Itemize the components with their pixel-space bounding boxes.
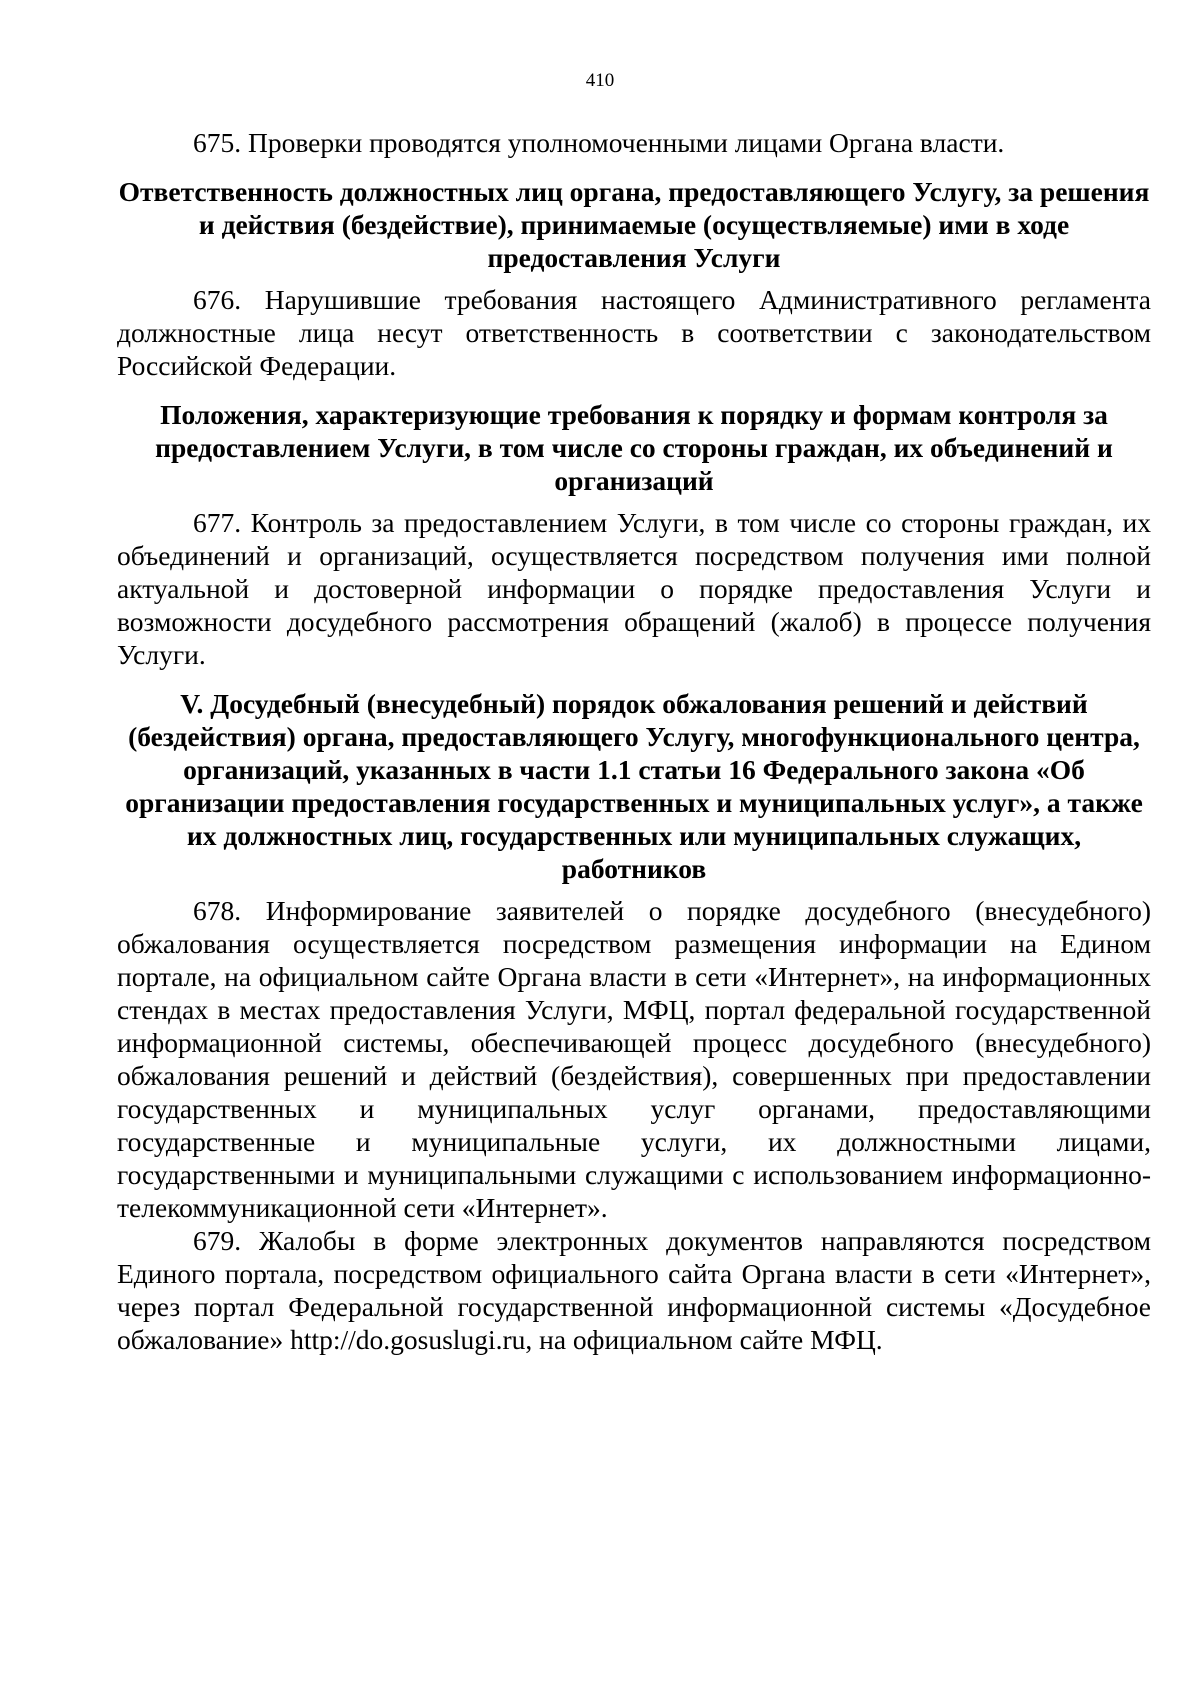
document-body	[117, 126, 1151, 1356]
paragraph-678: 678. Информирование заявителей о порядке досудебного (внесудебного) обжалования осуществляется посредством размещения информации на Едином портале, на официальном сайте Органа власти в сети «Интернет», на информационных стендах в местах предоставления Услуги, МФЦ, портал федеральной государственной информационной системы, обеспечивающей процесс досудебного (внесудебного) обжалования решений и действий (бездействия), совершенных при предоставлении государственных и муниципальных услуг органами, предоставляющими государственные и муниципальные услуги, их должностными лицами, государственными и муниципальными служащими с использованием информационно-телекоммуникационной сети «Интернет».	[117, 895, 1151, 1223]
chapter-heading-v-appeal-procedure: V. Досудебный (внесудебный) порядок обжалования решений и действий (бездействия) органа, предоставляющего Услугу, многофункционального центра, организаций, указанных в части 1.1 статьи 16 Федерального закона «Об организации предоставления государственных и муниципальных услуг», а также их должностных лиц, государственных или муниципальных служащих, работников	[125, 688, 1143, 884]
paragraph-677: 677. Контроль за предоставлением Услуги, в том числе со стороны граждан, их объединений и организаций, осуществляется посредством получения ими полной актуальной и достоверной информации о порядке предоставления Услуги и возможности досудебного рассмотрения обращений (жалоб) в процессе получения Услуги.	[117, 507, 1151, 670]
section-heading-responsibility: Ответственность должностных лиц органа, предоставляющего Услугу, за решения и действия (бездействие), принимаемые (осуществляемые) ими в ходе предоставления Услуги	[118, 176, 1150, 273]
page-number: 410	[585, 70, 615, 91]
section-heading-control-provisions: Положения, характеризующие требования к порядку и формам контроля за предоставлением Услуги, в том числе со стороны граждан, их объединений и организаций	[155, 399, 1113, 496]
paragraph-675: 675. Проверки проводятся уполномоченными лицами Органа власти.	[193, 127, 1005, 158]
paragraph-676: 676. Нарушившие требования настоящего Административного регламента должностные лица несут ответственность в соответствии с законодательством Российской Федерации.	[117, 284, 1151, 381]
paragraph-679: 679. Жалобы в форме электронных документов направляются посредством Единого портала, посредством официального сайта Органа власти в сети «Интернет», через портал Федеральной государственной информационной системы «Досудебное обжалование» http://do.gosuslugi.ru, на официальном сайте МФЦ.	[117, 1225, 1151, 1355]
